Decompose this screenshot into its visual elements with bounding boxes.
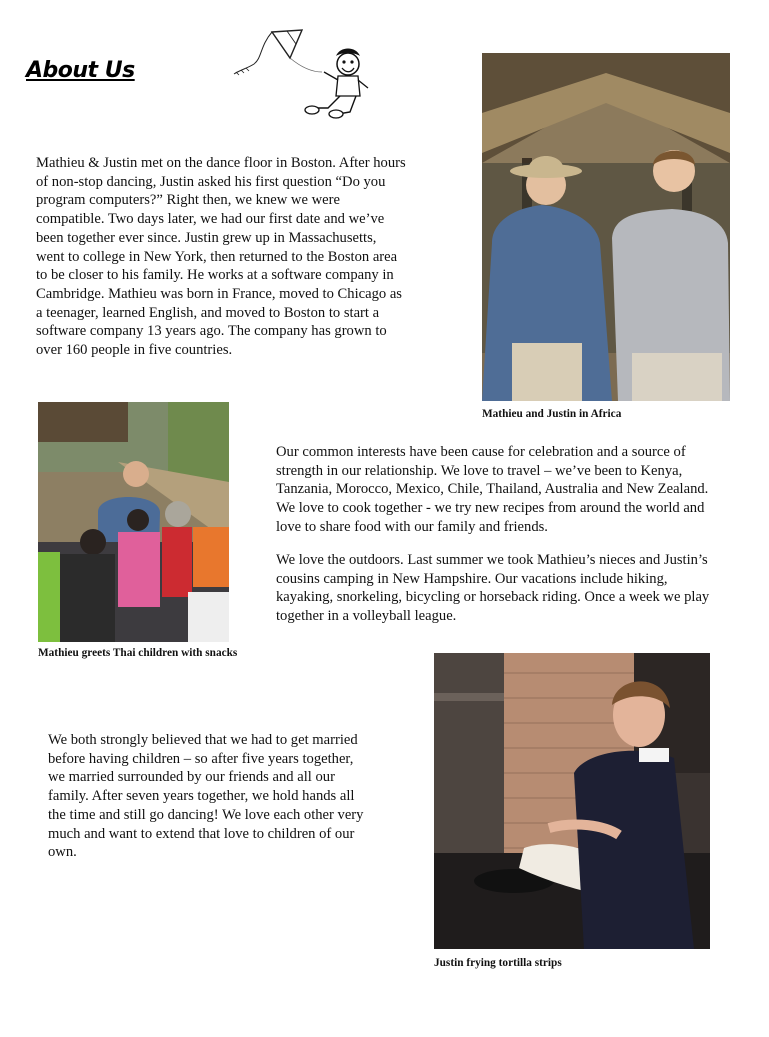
caption-cooking: Justin frying tortilla strips <box>434 957 562 969</box>
marriage-paragraph: We both strongly believed that we had to get married before having children – so after five years together, we married surrounded by our friends and all our family. After seven years together, we hold hands all the time and still go dancing! We love each other very much and want to extend that love to children of our own. <box>48 732 364 861</box>
intro-paragraph: Mathieu & Justin met on the dance floor in Boston. After hours of non-stop dancing, Justin asked his first question “Do you program computers?” Right then, we knew we were compatible. Two days later, we had our first date and we’ve been together ever since. Justin grew up in Massachusetts, went to college in New York, then returned to the Boston area to be closer to his family. He works at a software company in Cambridge. Mathieu was born in France, moved to Chicago as a teenager, learned English, and moved to Boston to start a software company 13 years ago. The company has grown to over 160 people in five countries. <box>36 155 406 359</box>
outdoors-paragraph: We love the outdoors. Last summer we took Mathieu’s nieces and Justin’s cousins camping in New Hampshire. Our vacations include hiking, kayaking, snorkeling, bicycling or horseback riding. Once a week we play together in a volleyball league. <box>276 552 710 625</box>
photo-thai-children <box>38 402 229 642</box>
interests-paragraph: Our common interests have been cause for celebration and a source of strength in our relationship. We love to travel – we’ve been to Kenya, Tanzania, Morocco, Mexico, Chile, Thailand, Australia and New Zealand. We love to cook together - we try new recipes from around the world and love to share food with our family and friends. <box>276 444 709 535</box>
caption-thai-children: Mathieu greets Thai children with snacks <box>38 647 238 659</box>
caption-africa: Mathieu and Justin in Africa <box>482 408 622 420</box>
photo-cooking <box>434 653 710 949</box>
kite-boy-clipart <box>232 28 374 120</box>
photo-africa <box>482 53 730 401</box>
page-title: About Us <box>26 58 135 83</box>
